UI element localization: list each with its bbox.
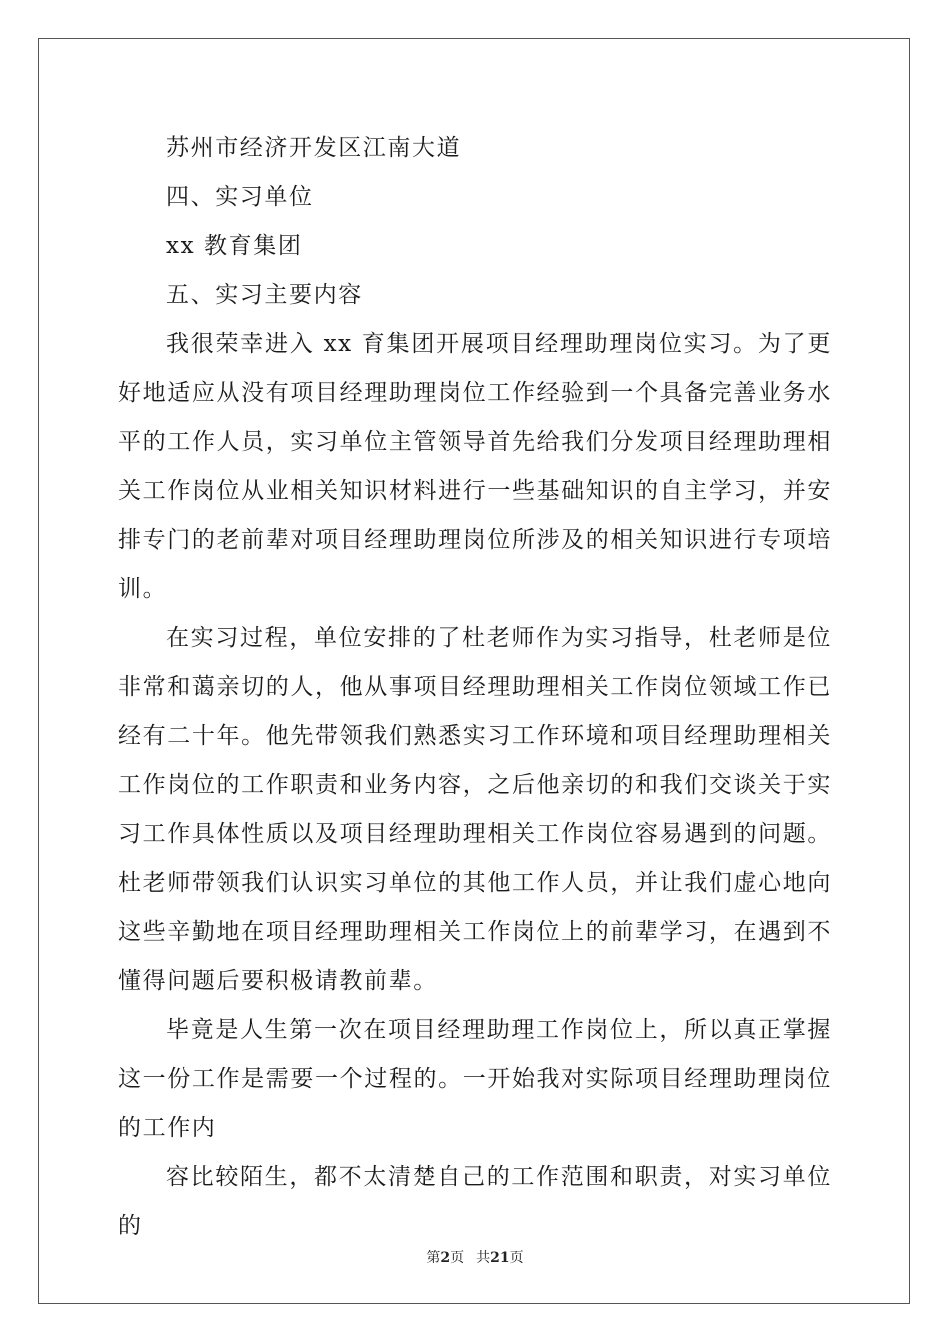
document-body bbox=[118, 124, 832, 1251]
paragraph-internship-intro: 我很荣幸进入 xx 育集团开展项目经理助理岗位实习。为了更好地适应从没有项目经理助理岗位工作经验到一个具备完善业务水平的工作人员，实习单位主管领导首先给我们分发项目经理助理相关工作岗位从业相关知识材料进行一些基础知识的自主学习，并安排专门的老前辈对项目经理助理岗位所涉及的相关知识进行专项培训。 bbox=[118, 331, 832, 602]
page-suffix: 页 bbox=[450, 1250, 465, 1266]
paragraph-first-time: 毕竟是人生第一次在项目经理助理工作岗位上，所以真正掌握这一份工作是需要一个过程的。一开始我对实际项目经理助理岗位的工作内 bbox=[118, 1017, 832, 1141]
paragraph-mentor: 在实习过程，单位安排的了杜老师作为实习指导，杜老师是位非常和蔼亲切的人，他从事项目经理助理相关工作岗位领域工作已经有二十年。他先带领我们熟悉实习工作环境和项目经理助理相关工作岗位的工作职责和业务内容，之后他亲切的和我们交谈关于实习工作具体性质以及项目经理助理相关工作岗位容易遇到的问题。杜老师带领我们认识实习单位的其他工作人员，并让我们虚心地向这些辛勤地在项目经理助理相关工作岗位上的前辈学习，在遇到不懂得问题后要积极请教前辈。 bbox=[118, 625, 832, 994]
address-line: 苏州市经济开发区江南大道 bbox=[166, 135, 462, 161]
total-prefix: 共 bbox=[476, 1250, 491, 1266]
section-5-heading: 五、实习主要内容 bbox=[166, 282, 363, 308]
page-footer bbox=[0, 1247, 950, 1267]
unit-name-line: xx 教育集团 bbox=[166, 233, 303, 259]
total-suffix: 页 bbox=[509, 1250, 524, 1266]
paragraph-continuation: 容比较陌生，都不太清楚自己的工作范围和职责，对实习单位的 bbox=[118, 1164, 832, 1239]
page-prefix: 第 bbox=[426, 1250, 441, 1266]
current-page-number: 2 bbox=[440, 1250, 451, 1266]
section-4-heading: 四、实习单位 bbox=[166, 184, 314, 210]
total-page-count: 21 bbox=[490, 1250, 510, 1266]
